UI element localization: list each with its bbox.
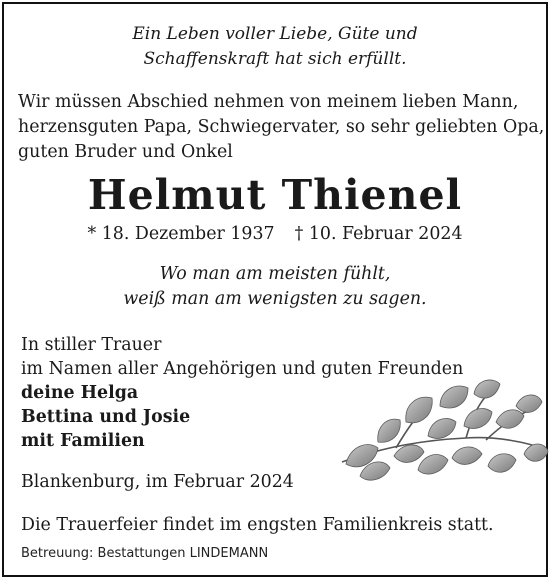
mourners-line: im Namen aller Angehörigen und guten Freunden bbox=[21, 359, 464, 379]
leaf-branch-icon bbox=[336, 376, 550, 494]
life-dates bbox=[4, 222, 546, 246]
intro-text bbox=[18, 90, 544, 165]
undertaker-credit: Betreuung: Bestattungen LINDEMANN bbox=[21, 546, 269, 561]
place-date: Blankenburg, im Februar 2024 bbox=[21, 472, 294, 492]
quote-line: Wo man am meisten fühlt, bbox=[159, 264, 391, 284]
quote bbox=[4, 262, 546, 312]
birth-date: * 18. Dezember 1937 bbox=[87, 224, 275, 244]
mourner-name: deine Helga bbox=[21, 383, 139, 403]
motto-line: Schaffenskraft hat sich erfüllt. bbox=[143, 49, 407, 69]
motto bbox=[4, 22, 546, 72]
quote-line: weiß man am wenigsten zu sagen. bbox=[123, 289, 427, 309]
motto-line: Ein Leben voller Liebe, Güte und bbox=[132, 24, 418, 44]
funeral-note: Die Trauerfeier findet im engsten Familienkreis statt. bbox=[21, 515, 494, 535]
obituary-notice bbox=[2, 2, 548, 577]
death-date: † 10. Februar 2024 bbox=[294, 224, 463, 244]
mourner-name: mit Familien bbox=[21, 431, 145, 451]
intro-line: guten Bruder und Onkel bbox=[18, 142, 233, 162]
mourner-name: Bettina und Josie bbox=[21, 407, 191, 427]
deceased-name: Helmut Thienel bbox=[87, 171, 463, 219]
mourners-line: In stiller Trauer bbox=[21, 335, 162, 355]
intro-line: herzensguten Papa, Schwiegervater, so sehr geliebten Opa, bbox=[18, 117, 545, 137]
intro-line: Wir müssen Abschied nehmen von meinem lieben Mann, bbox=[18, 92, 519, 112]
